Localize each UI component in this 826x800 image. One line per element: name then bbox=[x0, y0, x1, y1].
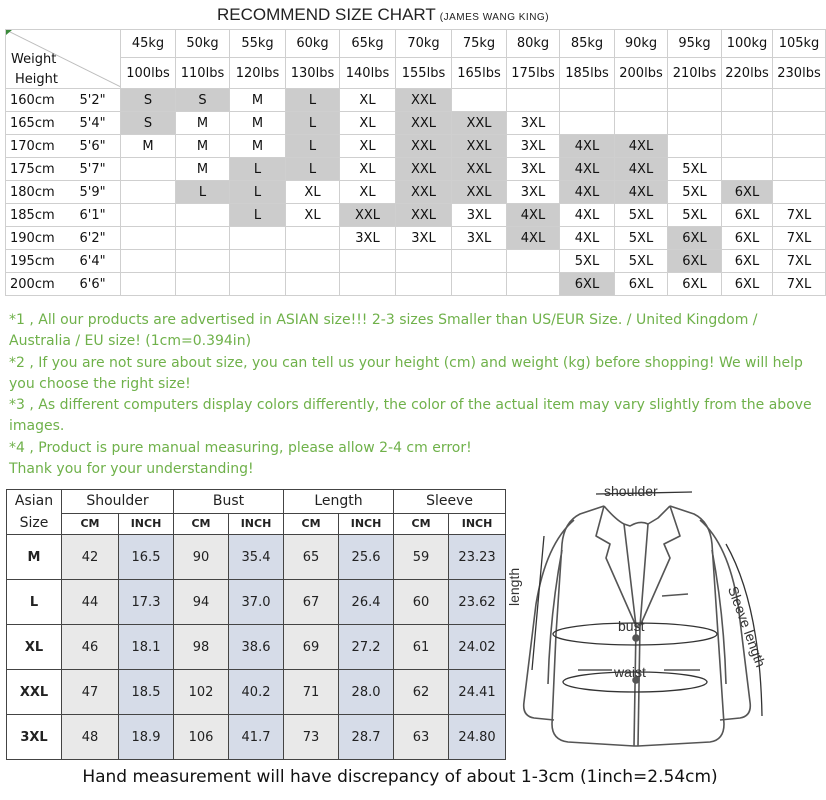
size-label: Size bbox=[19, 515, 49, 531]
size-cell bbox=[560, 89, 615, 112]
bust-label: bust bbox=[618, 618, 645, 634]
shoulder-label: shoulder bbox=[604, 483, 658, 499]
asian-size-value: 3XL bbox=[7, 715, 62, 760]
size-cell: 5XL bbox=[668, 181, 722, 204]
weight-kg-header: 70kg bbox=[396, 30, 452, 58]
size-cell: M bbox=[176, 135, 230, 158]
height-ft: 6'2" bbox=[71, 227, 121, 250]
size-cell: 3XL bbox=[396, 227, 452, 250]
size-cell bbox=[507, 273, 560, 296]
weight-label: Weight bbox=[11, 52, 57, 67]
size-cell: XL bbox=[286, 181, 340, 204]
size-cell: 7XL bbox=[773, 250, 826, 273]
size-cell: 6XL bbox=[722, 227, 773, 250]
unit-cm: CM bbox=[174, 513, 229, 534]
title-text: RECOMMEND SIZE CHART bbox=[216, 5, 436, 24]
cm-value: 62 bbox=[394, 670, 449, 715]
weight-lbs-header: 185lbs bbox=[560, 58, 615, 89]
size-cell: XXL bbox=[452, 112, 507, 135]
size-cell: S bbox=[121, 89, 176, 112]
size-cell: XXL bbox=[452, 135, 507, 158]
size-cell: 4XL bbox=[615, 158, 668, 181]
size-cell: M bbox=[121, 135, 176, 158]
height-ft: 6'6" bbox=[71, 273, 121, 296]
size-cell: 6XL bbox=[668, 250, 722, 273]
size-cell: M bbox=[176, 158, 230, 181]
size-cell bbox=[176, 204, 230, 227]
weight-lbs-header: 220lbs bbox=[722, 58, 773, 89]
unit-cm: CM bbox=[62, 513, 119, 534]
notes-section bbox=[9, 310, 819, 480]
weight-kg-header: 75kg bbox=[452, 30, 507, 58]
size-cell: 6XL bbox=[560, 273, 615, 296]
size-cell: 7XL bbox=[773, 204, 826, 227]
cm-value: 59 bbox=[394, 535, 449, 580]
size-cell: XL bbox=[340, 112, 396, 135]
size-cell: 3XL bbox=[507, 135, 560, 158]
size-cell: 5XL bbox=[668, 158, 722, 181]
size-cell: 6XL bbox=[615, 273, 668, 296]
weight-lbs-header: 100lbs bbox=[121, 58, 176, 89]
height-cm: 200cm bbox=[6, 273, 71, 296]
height-row bbox=[6, 112, 826, 135]
size-cell: 5XL bbox=[615, 204, 668, 227]
size-cell: 3XL bbox=[340, 227, 396, 250]
height-label: Height bbox=[15, 72, 58, 87]
size-cell bbox=[121, 227, 176, 250]
height-cm: 165cm bbox=[6, 112, 71, 135]
sleeve-header: Sleeve bbox=[394, 490, 506, 514]
cm-value: 42 bbox=[62, 535, 119, 580]
size-cell: S bbox=[121, 112, 176, 135]
size-cell bbox=[773, 112, 826, 135]
measurement-table bbox=[6, 489, 506, 760]
asian-size-header bbox=[7, 490, 62, 535]
height-ft: 5'9" bbox=[71, 181, 121, 204]
inch-value: 40.2 bbox=[229, 670, 284, 715]
size-cell: XXL bbox=[396, 89, 452, 112]
size-cell: XXL bbox=[396, 158, 452, 181]
size-cell bbox=[773, 135, 826, 158]
size-cell bbox=[230, 227, 286, 250]
size-cell: 3XL bbox=[507, 158, 560, 181]
size-cell: 4XL bbox=[507, 204, 560, 227]
size-cell: 4XL bbox=[560, 181, 615, 204]
weight-kg-header: 50kg bbox=[176, 30, 230, 58]
cm-value: 69 bbox=[284, 625, 339, 670]
cm-value: 46 bbox=[62, 625, 119, 670]
size-cell: 5XL bbox=[615, 250, 668, 273]
height-cm: 175cm bbox=[6, 158, 71, 181]
size-cell: 3XL bbox=[507, 181, 560, 204]
size-cell: M bbox=[230, 135, 286, 158]
cm-value: 73 bbox=[284, 715, 339, 760]
size-cell bbox=[121, 158, 176, 181]
inch-value: 24.02 bbox=[449, 625, 506, 670]
asian-size-value: XL bbox=[7, 625, 62, 670]
size-cell: M bbox=[176, 112, 230, 135]
size-cell: S bbox=[176, 89, 230, 112]
height-row bbox=[6, 89, 826, 112]
waist-label: waist bbox=[614, 664, 646, 680]
size-cell bbox=[615, 89, 668, 112]
cm-value: 90 bbox=[174, 535, 229, 580]
size-cell: 4XL bbox=[560, 158, 615, 181]
size-cell bbox=[452, 273, 507, 296]
height-ft: 6'1" bbox=[71, 204, 121, 227]
size-cell: 4XL bbox=[560, 227, 615, 250]
unit-inch: INCH bbox=[119, 513, 174, 534]
asian-size-value: L bbox=[7, 580, 62, 625]
size-cell: 6XL bbox=[722, 250, 773, 273]
size-cell: L bbox=[230, 158, 286, 181]
size-cell: XXL bbox=[396, 135, 452, 158]
weight-kg-header: 105kg bbox=[773, 30, 826, 58]
size-cell bbox=[507, 250, 560, 273]
bust-header: Bust bbox=[174, 490, 284, 514]
size-cell bbox=[121, 250, 176, 273]
weight-kg-header: 95kg bbox=[668, 30, 722, 58]
measure-row bbox=[7, 715, 506, 760]
height-row bbox=[6, 204, 826, 227]
size-cell: XXL bbox=[340, 204, 396, 227]
measure-row bbox=[7, 625, 506, 670]
inch-value: 18.9 bbox=[119, 715, 174, 760]
inch-value: 18.5 bbox=[119, 670, 174, 715]
size-cell bbox=[230, 250, 286, 273]
size-cell bbox=[560, 112, 615, 135]
size-cell: L bbox=[286, 135, 340, 158]
size-cell: M bbox=[230, 89, 286, 112]
weight-lbs-header: 175lbs bbox=[507, 58, 560, 89]
size-cell bbox=[722, 135, 773, 158]
chart-title bbox=[0, 0, 766, 29]
size-cell: 5XL bbox=[560, 250, 615, 273]
unit-inch: INCH bbox=[229, 513, 284, 534]
size-cell bbox=[615, 112, 668, 135]
brand-subtitle: (JAMES WANG KING) bbox=[439, 12, 550, 23]
note-3: *3 , As different computers display colors differently, the color of the actual item may vary slightly from the above images. bbox=[9, 397, 812, 435]
footer-note bbox=[0, 763, 826, 791]
size-cell: 6XL bbox=[668, 273, 722, 296]
height-cm: 185cm bbox=[6, 204, 71, 227]
cm-value: 98 bbox=[174, 625, 229, 670]
unit-inch: INCH bbox=[339, 513, 394, 534]
cm-value: 102 bbox=[174, 670, 229, 715]
size-cell bbox=[176, 250, 230, 273]
size-cell: 3XL bbox=[507, 112, 560, 135]
cm-value: 48 bbox=[62, 715, 119, 760]
length-label: length bbox=[506, 567, 522, 606]
size-cell bbox=[668, 89, 722, 112]
size-cell bbox=[507, 89, 560, 112]
size-cell bbox=[773, 158, 826, 181]
cm-value: 71 bbox=[284, 670, 339, 715]
weight-lbs-header: 155lbs bbox=[396, 58, 452, 89]
measure-row bbox=[7, 670, 506, 715]
inch-value: 26.4 bbox=[339, 580, 394, 625]
size-cell bbox=[121, 204, 176, 227]
inch-value: 37.0 bbox=[229, 580, 284, 625]
height-cm: 180cm bbox=[6, 181, 71, 204]
size-cell: 4XL bbox=[560, 135, 615, 158]
size-cell: XXL bbox=[452, 158, 507, 181]
size-cell: XXL bbox=[396, 112, 452, 135]
weight-kg-header: 85kg bbox=[560, 30, 615, 58]
asian-size-value: M bbox=[7, 535, 62, 580]
measure-row bbox=[7, 580, 506, 625]
size-cell bbox=[286, 273, 340, 296]
height-row bbox=[6, 181, 826, 204]
footer-text: Hand measurement will have discrepancy of about 1-3cm (1inch=2.54cm) bbox=[82, 767, 718, 787]
weight-lbs-header: 140lbs bbox=[340, 58, 396, 89]
length-header: Length bbox=[284, 490, 394, 514]
size-cell bbox=[452, 250, 507, 273]
size-cell: 5XL bbox=[615, 227, 668, 250]
size-cell: XL bbox=[340, 135, 396, 158]
size-cell: 5XL bbox=[668, 204, 722, 227]
weight-lbs-header: 200lbs bbox=[615, 58, 668, 89]
weight-kg-header: 65kg bbox=[340, 30, 396, 58]
size-cell: XXL bbox=[396, 181, 452, 204]
size-cell: XL bbox=[340, 89, 396, 112]
size-cell: L bbox=[286, 89, 340, 112]
note-2: *2 , If you are not sure about size, you can tell us your height (cm) and weight (kg) before shopping! We will help you choose the right size! bbox=[9, 354, 803, 392]
weight-kg-header: 80kg bbox=[507, 30, 560, 58]
inch-value: 38.6 bbox=[229, 625, 284, 670]
size-cell bbox=[340, 250, 396, 273]
size-cell: 4XL bbox=[615, 181, 668, 204]
size-cell bbox=[121, 181, 176, 204]
size-cell bbox=[722, 112, 773, 135]
size-cell: 7XL bbox=[773, 273, 826, 296]
size-cell bbox=[286, 227, 340, 250]
weight-lbs-header: 120lbs bbox=[230, 58, 286, 89]
inch-value: 23.23 bbox=[449, 535, 506, 580]
inch-value: 23.62 bbox=[449, 580, 506, 625]
size-cell: 4XL bbox=[615, 135, 668, 158]
weight-kg-header: 60kg bbox=[286, 30, 340, 58]
asian-label: Asian bbox=[14, 493, 54, 509]
size-cell bbox=[722, 158, 773, 181]
cm-value: 44 bbox=[62, 580, 119, 625]
size-cell bbox=[176, 227, 230, 250]
size-cell: XL bbox=[286, 204, 340, 227]
cm-value: 47 bbox=[62, 670, 119, 715]
inch-value: 24.80 bbox=[449, 715, 506, 760]
recommend-size-table bbox=[5, 29, 826, 296]
weight-lbs-header: 130lbs bbox=[286, 58, 340, 89]
height-ft: 5'2" bbox=[71, 89, 121, 112]
size-cell bbox=[722, 89, 773, 112]
weight-height-corner bbox=[6, 30, 121, 89]
height-ft: 5'4" bbox=[71, 112, 121, 135]
note-1: *1 , All our products are advertised in ASIAN size!!! 2-3 sizes Smaller than US/EUR Size. / United Kingdom / Australia / EU size! (1cm=0.394in) bbox=[9, 312, 758, 350]
inch-value: 25.6 bbox=[339, 535, 394, 580]
size-cell: L bbox=[176, 181, 230, 204]
height-cm: 190cm bbox=[6, 227, 71, 250]
size-cell bbox=[396, 250, 452, 273]
inch-value: 28.0 bbox=[339, 670, 394, 715]
height-row bbox=[6, 158, 826, 181]
height-row bbox=[6, 135, 826, 158]
size-cell: L bbox=[230, 204, 286, 227]
cm-value: 61 bbox=[394, 625, 449, 670]
weight-lbs-header: 165lbs bbox=[452, 58, 507, 89]
height-ft: 5'6" bbox=[71, 135, 121, 158]
inch-value: 35.4 bbox=[229, 535, 284, 580]
note-4: *4 , Product is pure manual measuring, please allow 2-4 cm error! bbox=[9, 439, 472, 456]
size-cell bbox=[230, 273, 286, 296]
size-cell: 6XL bbox=[722, 273, 773, 296]
size-cell: XXL bbox=[452, 181, 507, 204]
size-cell bbox=[668, 112, 722, 135]
size-cell bbox=[176, 273, 230, 296]
size-cell bbox=[452, 89, 507, 112]
cm-value: 94 bbox=[174, 580, 229, 625]
note-thanks: Thank you for your understanding! bbox=[9, 461, 254, 478]
height-ft: 6'4" bbox=[71, 250, 121, 273]
inch-value: 18.1 bbox=[119, 625, 174, 670]
cm-value: 63 bbox=[394, 715, 449, 760]
height-ft: 5'7" bbox=[71, 158, 121, 181]
size-cell bbox=[396, 273, 452, 296]
weight-lbs-header: 210lbs bbox=[668, 58, 722, 89]
inch-value: 27.2 bbox=[339, 625, 394, 670]
inch-value: 41.7 bbox=[229, 715, 284, 760]
size-cell: L bbox=[230, 181, 286, 204]
inch-value: 16.5 bbox=[119, 535, 174, 580]
inch-value: 28.7 bbox=[339, 715, 394, 760]
weight-kg-header: 55kg bbox=[230, 30, 286, 58]
cm-value: 106 bbox=[174, 715, 229, 760]
cm-value: 67 bbox=[284, 580, 339, 625]
measure-row bbox=[7, 535, 506, 580]
size-cell bbox=[668, 135, 722, 158]
size-cell: 6XL bbox=[668, 227, 722, 250]
size-cell: L bbox=[286, 112, 340, 135]
size-cell: 3XL bbox=[452, 204, 507, 227]
jacket-diagram bbox=[506, 483, 782, 762]
size-cell bbox=[773, 181, 826, 204]
asian-size-value: XXL bbox=[7, 670, 62, 715]
weight-lbs-header: 230lbs bbox=[773, 58, 826, 89]
height-row bbox=[6, 273, 826, 296]
height-row bbox=[6, 227, 826, 250]
size-cell bbox=[340, 273, 396, 296]
size-cell: 6XL bbox=[722, 204, 773, 227]
cm-value: 60 bbox=[394, 580, 449, 625]
size-cell bbox=[286, 250, 340, 273]
height-cm: 195cm bbox=[6, 250, 71, 273]
size-cell: 7XL bbox=[773, 227, 826, 250]
unit-inch: INCH bbox=[449, 513, 506, 534]
size-cell: L bbox=[286, 158, 340, 181]
size-cell: XL bbox=[340, 181, 396, 204]
cm-value: 65 bbox=[284, 535, 339, 580]
height-cm: 160cm bbox=[6, 89, 71, 112]
weight-lbs-header: 110lbs bbox=[176, 58, 230, 89]
weight-kg-header: 45kg bbox=[121, 30, 176, 58]
size-cell: XXL bbox=[396, 204, 452, 227]
size-cell: 3XL bbox=[452, 227, 507, 250]
shoulder-header: Shoulder bbox=[62, 490, 174, 514]
unit-cm: CM bbox=[394, 513, 449, 534]
size-cell: 4XL bbox=[507, 227, 560, 250]
inch-value: 17.3 bbox=[119, 580, 174, 625]
size-cell bbox=[121, 273, 176, 296]
size-cell: XL bbox=[340, 158, 396, 181]
height-row bbox=[6, 250, 826, 273]
sleeve-length-label: Sleeve length bbox=[724, 584, 770, 670]
weight-kg-header: 90kg bbox=[615, 30, 668, 58]
size-cell: 6XL bbox=[722, 181, 773, 204]
unit-cm: CM bbox=[284, 513, 339, 534]
size-cell: M bbox=[230, 112, 286, 135]
size-cell bbox=[773, 89, 826, 112]
inch-value: 24.41 bbox=[449, 670, 506, 715]
height-cm: 170cm bbox=[6, 135, 71, 158]
weight-kg-header: 100kg bbox=[722, 30, 773, 58]
size-cell: 4XL bbox=[560, 204, 615, 227]
